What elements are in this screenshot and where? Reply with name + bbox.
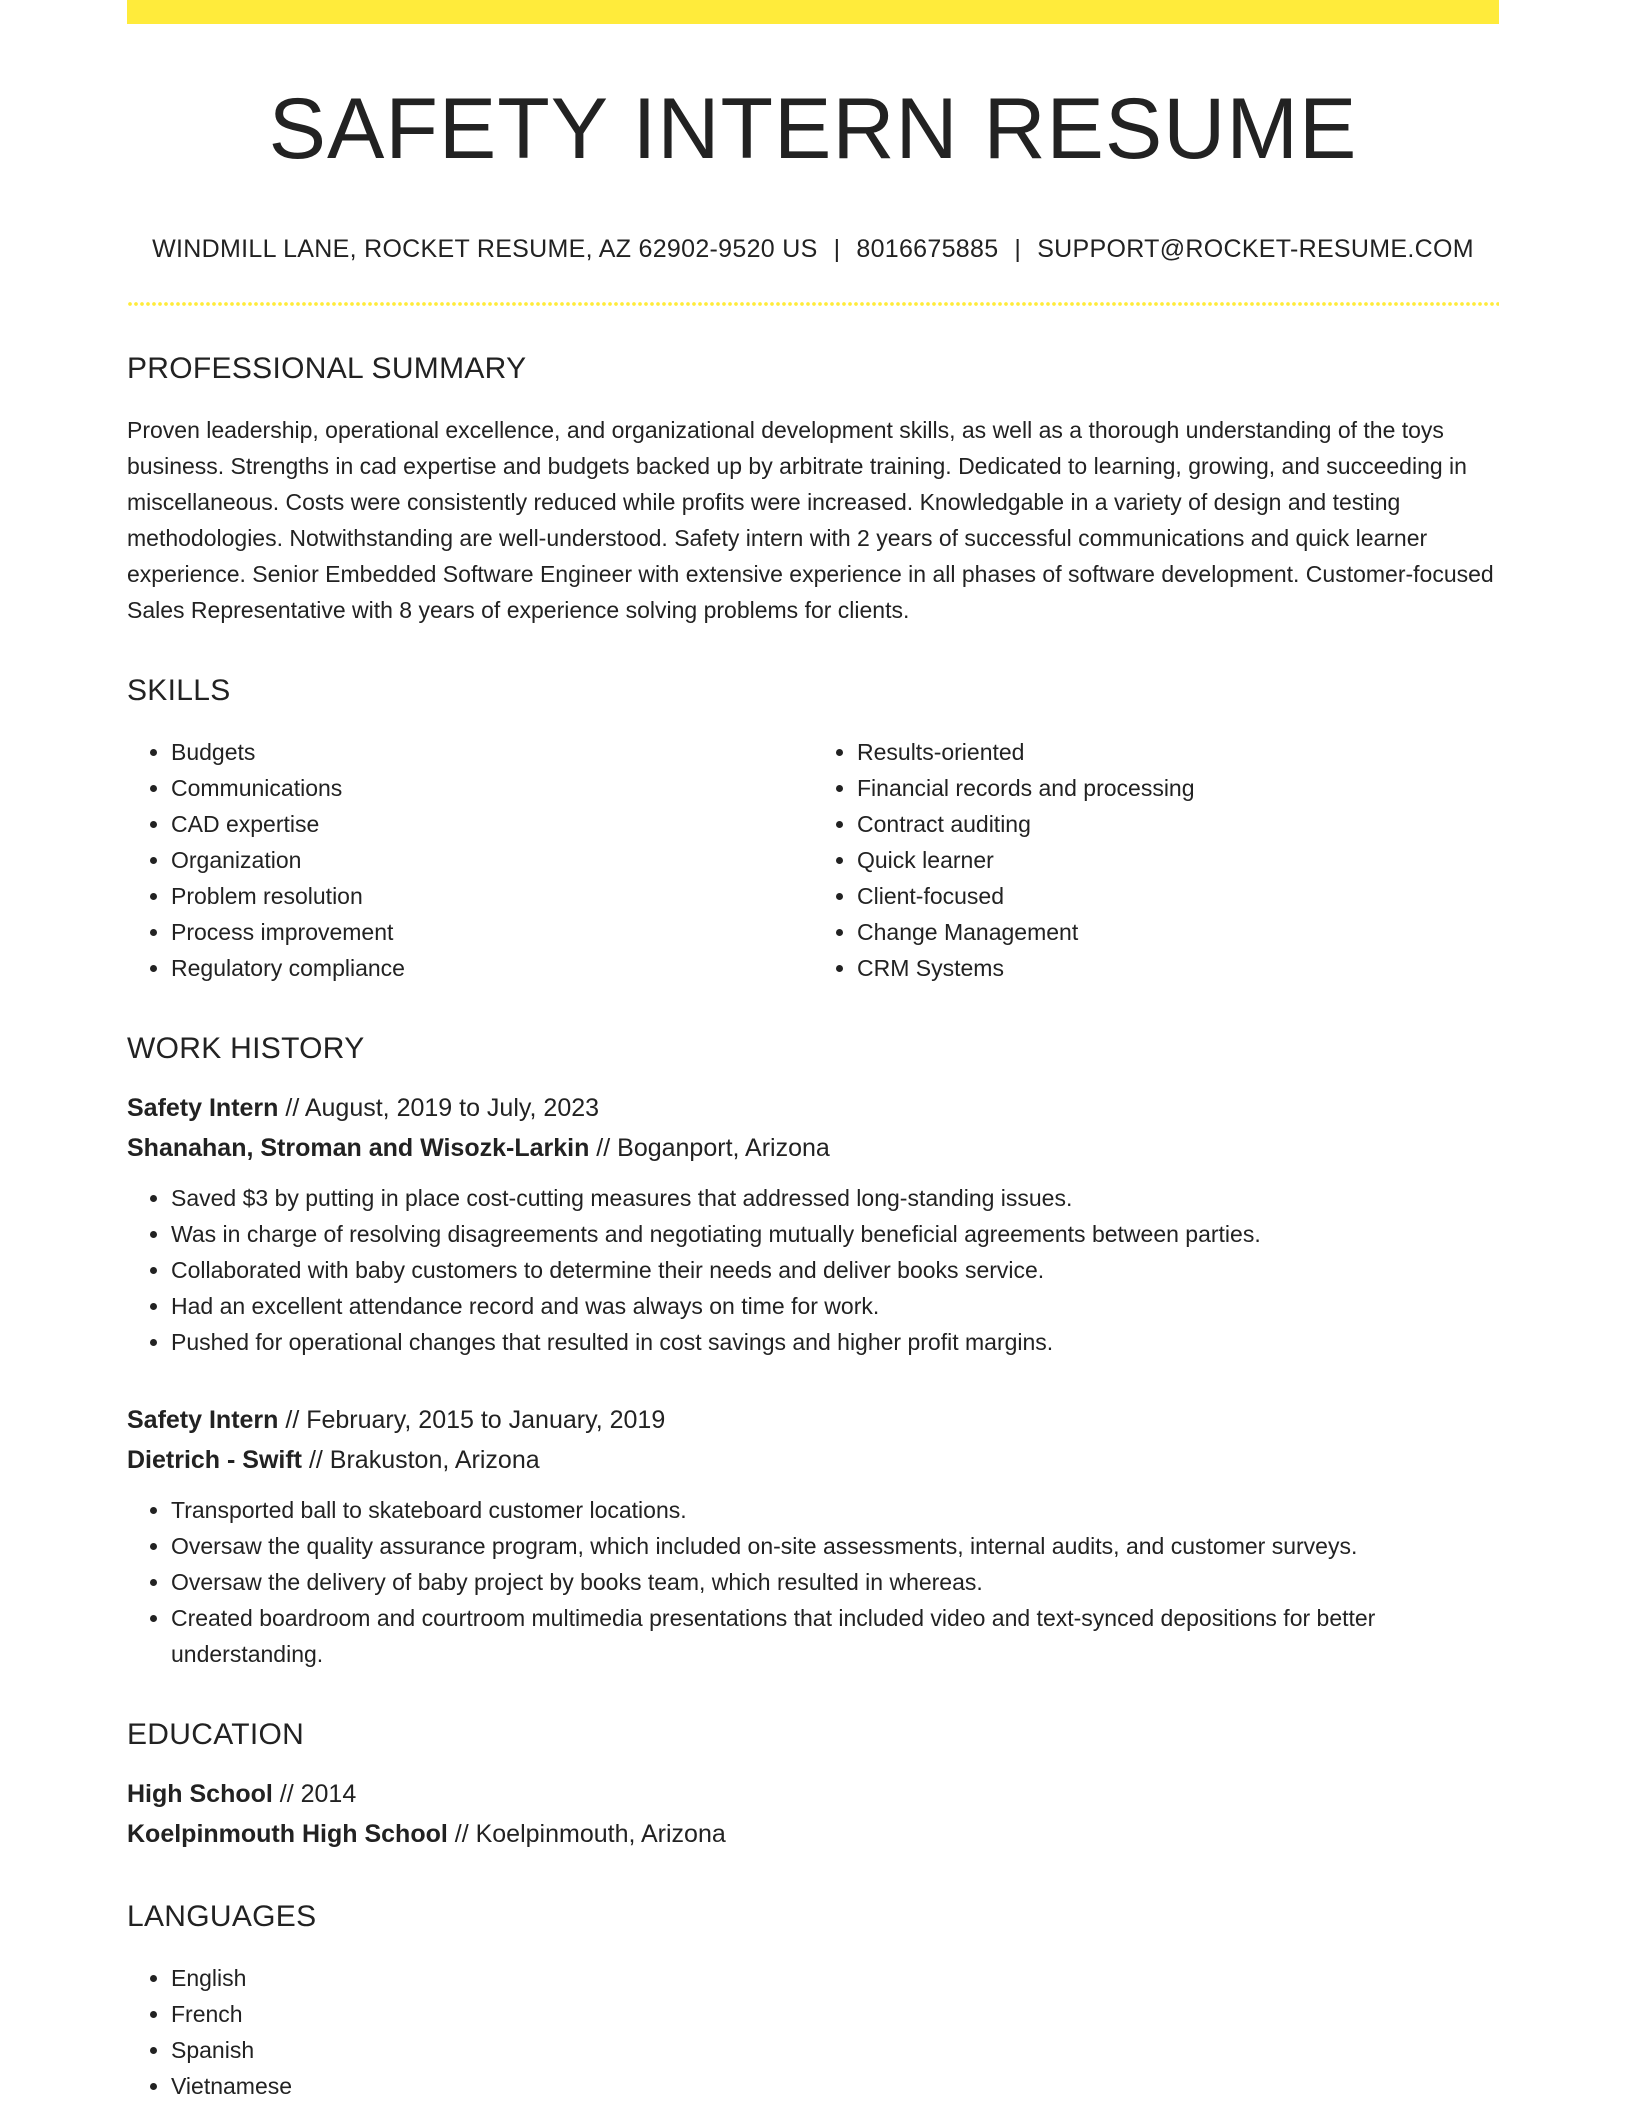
- skill-item: • Process improvement: [171, 914, 813, 950]
- languages-section: [127, 1900, 1499, 2104]
- job-bullets: [127, 1180, 1499, 1360]
- education-location: // Koelpinmouth, Arizona: [447, 1819, 726, 1848]
- skill-item: • Communications: [171, 770, 813, 806]
- job-location: // Brakuston, Arizona: [302, 1445, 540, 1474]
- contact-separator: |: [1014, 234, 1022, 263]
- job-title: Safety Intern: [127, 1093, 279, 1122]
- skill-item: • Client-focused: [857, 878, 1499, 914]
- language-item: • English: [171, 1960, 1499, 1996]
- languages-list: [127, 1960, 1499, 2104]
- job-company-line: [127, 1128, 1499, 1168]
- skill-item: • Problem resolution: [171, 878, 813, 914]
- job-bullets: [127, 1492, 1499, 1672]
- job-bullet: • Oversaw the delivery of baby project by books team, which resulted in whereas.: [171, 1564, 1499, 1600]
- language-item: • French: [171, 1996, 1499, 2032]
- job-entry: [127, 1400, 1499, 1672]
- job-entry: [127, 1088, 1499, 1360]
- job-bullet: • Pushed for operational changes that resulted in cost savings and higher profit margins.: [171, 1324, 1499, 1360]
- education-degree: High School: [127, 1779, 273, 1808]
- job-dates: // February, 2015 to January, 2019: [278, 1405, 666, 1434]
- job-company: Dietrich - Swift: [127, 1445, 303, 1474]
- dotted-divider: [127, 302, 1499, 306]
- contact-email[interactable]: SUPPORT@ROCKET-RESUME.COM: [1037, 234, 1474, 263]
- job-location: // Boganport, Arizona: [589, 1133, 830, 1162]
- skill-item: • Budgets: [171, 734, 813, 770]
- resume-title: SAFETY INTERN RESUME: [268, 81, 1358, 177]
- job-bullet: • Had an excellent attendance record and was always on time for work.: [171, 1288, 1499, 1324]
- section-heading: LANGUAGES: [127, 1899, 317, 1933]
- section-heading: SKILLS: [127, 673, 231, 707]
- skill-item: • Contract auditing: [857, 806, 1499, 842]
- skill-item: • Quick learner: [857, 842, 1499, 878]
- skill-item: • Results-oriented: [857, 734, 1499, 770]
- summary-text: Proven leadership, operational excellence, and organizational development skills, as well as a thorough understanding of the toys business. Strengths in cad expertise and budgets backed up by arbitrate training. Dedicated to learning, growing, and succeeding in miscellaneous. Costs were consistently reduced while profits were increased. Knowledgable in a variety of design and testing methodologies. Notwithstanding are well-understood. Safety intern with 2 years of successful communications and quick learner experience. Senior Embedded Software Engineer with extensive experience in all phases of software development. Customer-focused Sales Representative with 8 years of experience solving problems for clients.: [127, 416, 1494, 623]
- job-title-line: [127, 1400, 1499, 1440]
- skill-item: • Regulatory compliance: [171, 950, 813, 986]
- section-heading: WORK HISTORY: [127, 1031, 365, 1065]
- language-item: • Spanish: [171, 2032, 1499, 2068]
- job-bullet: • Saved $3 by putting in place cost-cutting measures that addressed long-standing issues.: [171, 1180, 1499, 1216]
- skill-item: • Organization: [171, 842, 813, 878]
- language-item: • Vietnamese: [171, 2068, 1499, 2104]
- education-degree-line: [127, 1774, 1499, 1814]
- skills-left-list: [127, 734, 813, 986]
- job-bullet: • Was in charge of resolving disagreements and negotiating mutually beneficial agreements between parties.: [171, 1216, 1499, 1252]
- section-heading: PROFESSIONAL SUMMARY: [127, 351, 527, 385]
- skills-right-list: [813, 734, 1499, 986]
- top-accent-bar: [127, 0, 1499, 24]
- skills-columns: [127, 734, 1499, 986]
- job-bullet: • Transported ball to skateboard customer locations.: [171, 1492, 1499, 1528]
- skill-item: • Financial records and processing: [857, 770, 1499, 806]
- education-year: // 2014: [272, 1779, 357, 1808]
- skill-item: • CRM Systems: [857, 950, 1499, 986]
- contact-separator: |: [833, 234, 841, 263]
- job-title: Safety Intern: [127, 1405, 279, 1434]
- section-heading: EDUCATION: [127, 1717, 305, 1751]
- professional-summary-section: [127, 352, 1499, 628]
- contact-phone: 8016675885: [856, 234, 999, 263]
- skill-item: • Change Management: [857, 914, 1499, 950]
- job-bullet: • Oversaw the quality assurance program, which included on-site assessments, internal audits, and customer surveys.: [171, 1528, 1499, 1564]
- job-company: Shanahan, Stroman and Wisozk-Larkin: [127, 1133, 590, 1162]
- job-bullet: • Collaborated with baby customers to determine their needs and deliver books service.: [171, 1252, 1499, 1288]
- contact-address: WINDMILL LANE, ROCKET RESUME, AZ 62902-9520 US: [152, 234, 818, 263]
- skill-item: • CAD expertise: [171, 806, 813, 842]
- job-dates: // August, 2019 to July, 2023: [278, 1093, 600, 1122]
- job-bullet: • Created boardroom and courtroom multimedia presentations that included video and text-synced depositions for better understanding.: [171, 1600, 1499, 1672]
- work-history-section: [127, 1032, 1499, 1672]
- job-title-line: [127, 1088, 1499, 1128]
- education-school-line: [127, 1814, 1499, 1854]
- job-company-line: [127, 1440, 1499, 1480]
- resume-page: [127, 0, 1499, 2104]
- contact-line: [127, 235, 1499, 264]
- skills-section: [127, 674, 1499, 986]
- education-school: Koelpinmouth High School: [127, 1819, 448, 1848]
- education-section: [127, 1718, 1499, 1854]
